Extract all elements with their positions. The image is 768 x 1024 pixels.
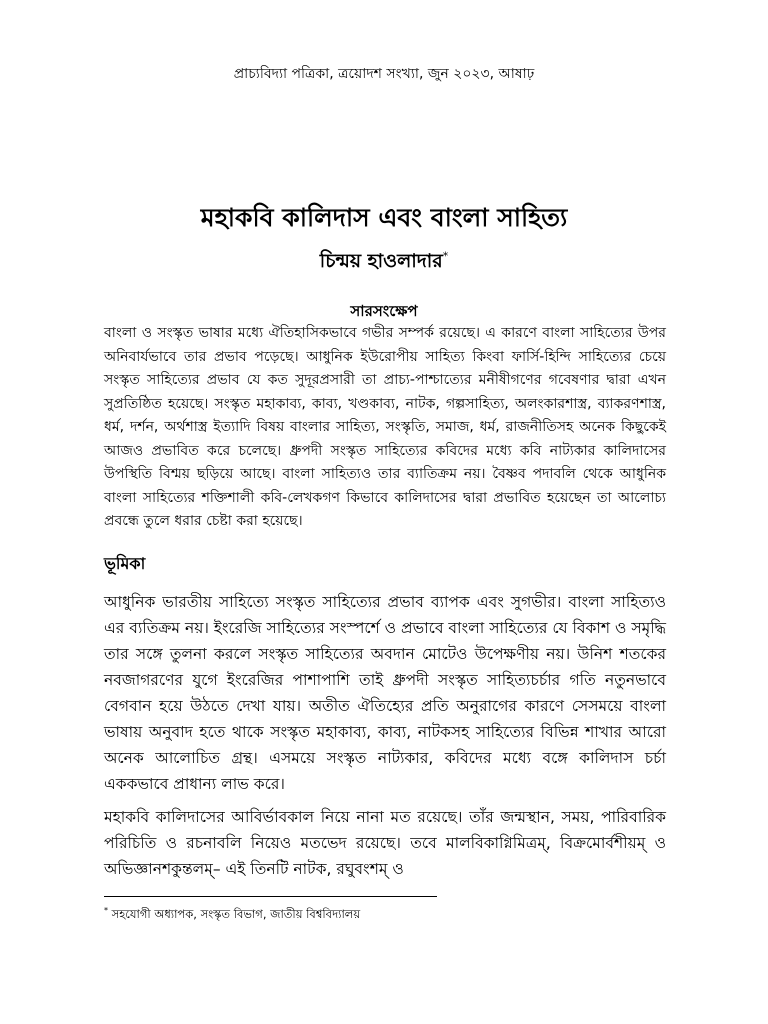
footnote-divider	[104, 896, 437, 897]
author-line	[0, 248, 768, 274]
section-heading-introduction: ভূমিকা	[104, 554, 146, 573]
author-footnote-marker: *	[442, 249, 449, 263]
running-header: প্রাচ্যবিদ্যা পত্রিকা, ত্রয়োদশ সংখ্যা, জুন ২০২৩, আষাঢ়	[233, 66, 535, 82]
abstract-text: বাংলা ও সংস্কৃত ভাষার মধ্যে ঐতিহাসিকভাবে গভীর সম্পর্ক রয়েছে। এ কারণে বাংলা সাহিত্যের উপর অনিবার্যভাবে তার প্রভাব পড়েছে। আধুনিক ইউরোপীয় সাহিত্য কিংবা ফার্সি-হিন্দি সাহিত্যের চেয়ে সংস্কৃত সাহিত্যের প্রভাব যে কত সুদূরপ্রসারী তা প্রাচ্য-পাশ্চাত্যের মনীষীগণের গবেষণার দ্বারা এখন সুপ্রতিষ্ঠিত হয়েছে। সংস্কৃত মহাকাব্য, কাব্য, খণ্ডকাব্য, নাটক, গল্পসাহিত্য, অলংকারশাস্ত্র, ব্যাকরণশাস্ত্র, ধর্ম, দর্শন, অর্থশাস্ত্র ইত্যাদি বিষয় বাংলার সাহিত্য, সংস্কৃতি, সমাজ, ধর্ম, রাজনীতিসহ অনেক কিছুকেই আজও প্রভাবিত করে চলেছে। ধ্রুপদী সংস্কৃত সাহিত্যের কবিদের মধ্যে কবি নাট্যকার কালিদাসের উপস্থিতি বিশ্ময় ছড়িয়ে আছে। বাংলা সাহিত্যও তার ব্যাতিক্রম নয়। বৈষ্ণব পদাবলি থেকে আধুনিক বাংলা সাহিত্যের শক্তিশালী কবি-লেখকগণ কিভাবে কালিদাসের দ্বারা প্রভাবিত হয়েছেন তা আলোচ্য প্রবন্ধে তুলে ধরার চেষ্টা করা হয়েছে।	[104, 325, 666, 529]
body-paragraph: মহাকবি কালিদাসের আবির্ভাবকাল নিয়ে নানা মত রয়েছে। তাঁর জন্মস্থান, সময়, পারিবারিক পরিচিতি ও রচনাবলি নিয়েও মতভেদ রয়েছে। তবে মালবিকাগ্নিমিত্রম্, বিক্রমোর্বশীয়ম্ ও অভিজ্ঞানশকুন্তলম্– এই তিনটি নাটক, রঘুবংশম্ ও	[104, 808, 666, 878]
footnote	[104, 905, 666, 923]
abstract-heading: সারসংক্ষেপ	[350, 302, 418, 320]
article-title: মহাকবি কালিদাস এবং বাংলা সাহিত্য	[200, 203, 568, 232]
author-name: চিন্ময় হাওলাদার	[319, 250, 443, 272]
body-paragraph: আধুনিক ভারতীয় সাহিত্যে সংস্কৃত সাহিত্যের প্রভাব ব্যাপক এবং সুগভীর। বাংলা সাহিত্যও এর ব্যতিক্রম নয়। ইংরেজি সাহিত্যের সংস্পর্শে ও প্রভাবে বাংলা সাহিত্যের যে বিকাশ ও সমৃদ্ধি তার সঙ্গে তুলনা করলে সংস্কৃত সাহিত্যের অবদান মোটেও উপেক্ষণীয় নয়। উনিশ শতকের নবজাগরণের যুগে ইংরেজির পাশাপাশি তাই ধ্রুপদী সংস্কৃত সাহিত্যচর্চার গতি নতুনভাবে বেগবান হয়ে উঠতে দেখা যায়। অতীত ঐতিহ্যের প্রতি অনুরাগের কারণে সেসময়ে বাংলা ভাষায় অনুবাদ হতে থাকে সংস্কৃত মহাকাব্য, কাব্য, নাটকসহ সাহিত্যের বিভিন্ন শাখার আরো অনেক আলোচিত গ্রন্থ। এসময়ে সংস্কৃত নাট্যকার, কবিদের মধ্যে বঙ্গে কালিদাস চর্চা এককভাবে প্রাধান্য লাভ করে।	[104, 593, 666, 793]
footnote-marker: *	[104, 906, 108, 916]
footnote-text: সহযোগী অধ্যাপক, সংস্কৃত বিভাগ, জাতীয় বিশ্ববিদ্যালয়	[111, 907, 361, 921]
